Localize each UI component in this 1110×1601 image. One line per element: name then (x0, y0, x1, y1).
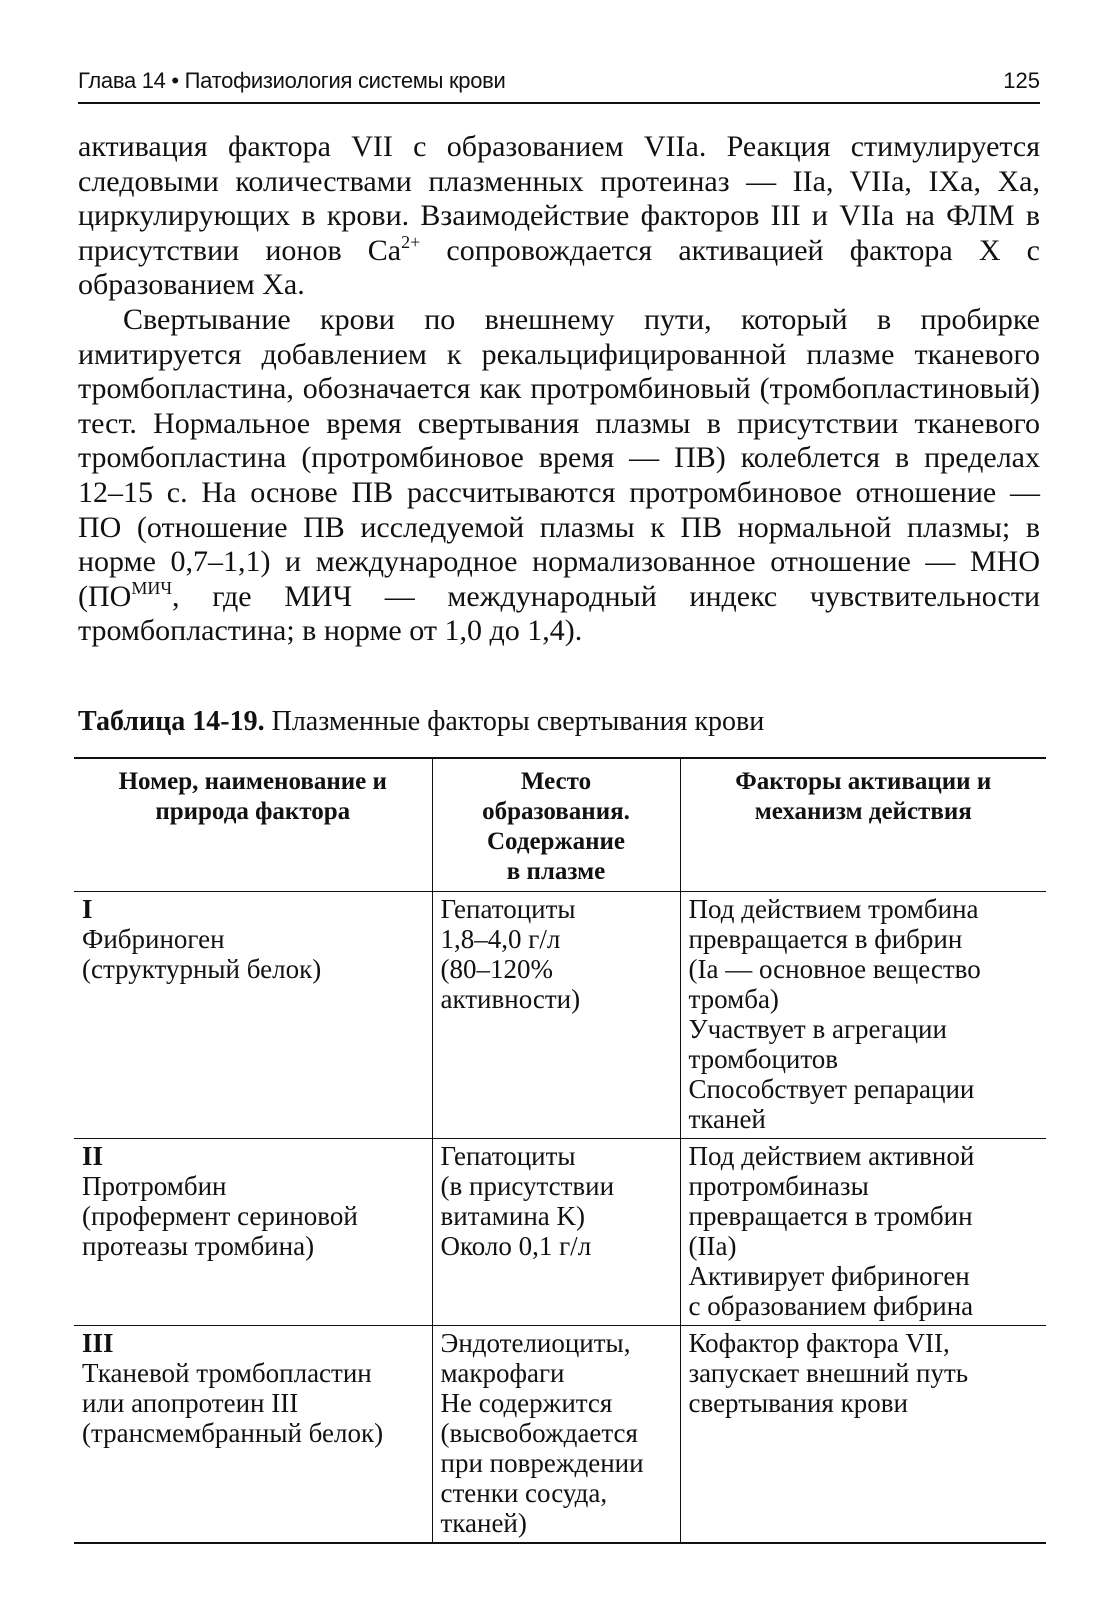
cell-line: стенки сосуда, (440, 1478, 608, 1508)
cell-line: (структурный белок) (82, 954, 322, 984)
factor-cell (74, 1326, 432, 1544)
table-row (74, 1139, 1046, 1326)
header-line: в плазме (506, 858, 606, 885)
action-cell (680, 1139, 1046, 1326)
factor-number: III (82, 1328, 114, 1358)
paragraph-1-text-a: активация фактора VII с образованием VIIa. Реакция стимулируется следовыми количествами плазменных протеиназ — IIa, VIIa, IXa, Xa, циркулирующих в крови. Взаимодействие факторов III и VIIa на ФЛМ в присутствии ионов Ca (78, 130, 1040, 267)
cell-line: макрофаги (440, 1358, 565, 1388)
table-caption-title: Плазменные факторы свертывания крови (264, 706, 765, 737)
coagulation-factors-table (74, 757, 1046, 1544)
cell-line: Около 0,1 г/л (440, 1231, 592, 1261)
factor-number: II (82, 1141, 104, 1171)
cell-line: тканей) (440, 1508, 527, 1538)
cell-line: с образованием фибрина (688, 1291, 974, 1321)
factor-cell (74, 892, 432, 1139)
cell-line: Под действием тромбина (688, 894, 979, 924)
cell-line: (IIa) (688, 1231, 737, 1261)
action-cell (680, 1326, 1046, 1544)
running-header (78, 62, 1040, 104)
table-row (74, 1326, 1046, 1544)
cell-line: запускает внешний путь (688, 1358, 969, 1388)
paragraph-1 (78, 130, 1040, 303)
body-text (78, 130, 1040, 649)
header-cell-place (432, 758, 680, 892)
action-cell (680, 892, 1046, 1139)
header-line: Место (520, 768, 592, 795)
cell-line: Гепатоциты (440, 894, 576, 924)
cell-line: Активирует фибриноген (688, 1261, 970, 1291)
cell-line: тромба) (688, 984, 779, 1014)
cell-line: (трансмембранный белок) (82, 1418, 384, 1448)
header-line: механизм действия (754, 798, 972, 825)
cell-line: Не содержится (440, 1388, 613, 1418)
cell-line: (Ia — основное вещество (688, 954, 981, 984)
cell-line: активности) (440, 984, 581, 1014)
header-line: природа фактора (155, 798, 351, 825)
cell-line: свертывания крови (688, 1388, 908, 1418)
cell-line: Способствует репарации (688, 1074, 975, 1104)
header-line: Содержание (486, 828, 625, 855)
cell-line: тромбоцитов (688, 1044, 839, 1074)
paragraph-2 (78, 303, 1040, 649)
header-cell-factor (74, 758, 432, 892)
place-cell (432, 1326, 680, 1544)
cell-line: тканей (688, 1104, 766, 1134)
cell-line: протромбиназы (688, 1171, 869, 1201)
page-number: 125 (1003, 68, 1040, 93)
table-header-row (74, 758, 1046, 892)
table-caption (78, 706, 1040, 738)
header-line: Факторы активации и (735, 768, 992, 795)
cell-line: Эндотелиоциты, (440, 1328, 631, 1358)
place-cell (432, 1139, 680, 1326)
cell-line: (80–120% (440, 954, 553, 984)
cell-line: (высвобождается (440, 1418, 638, 1448)
cell-line: Кофактор фактора VII, (688, 1328, 950, 1358)
chapter-title: Глава 14 • Патофизиология системы крови (78, 68, 506, 93)
cell-line: протеазы тромбина) (82, 1231, 315, 1261)
header-line: образования. (482, 798, 630, 825)
superscript-ca-charge: 2+ (401, 231, 421, 252)
factor-cell (74, 1139, 432, 1326)
table-caption-number: Таблица 14-19. (78, 706, 265, 737)
cell-line: превращается в фибрин (688, 924, 963, 954)
cell-line: Гепатоциты (440, 1141, 576, 1171)
cell-line: Фибриноген (82, 924, 225, 954)
paragraph-2-text-a: Свертывание крови по внешнему пути, который в пробирке имитируется добавлением к рекальцифицированной плазме тканевого тромбопластина, обозначается как протромбиновый (тромбопластиновый) тест. Нормальное время свертывания плазмы в присутствии тканевого тромбопластина (протромбиновое время — ПВ) колеблется в пределах 12–15 с. На основе ПВ рассчитываются протромбиновое отношение — ПО (отношение ПВ исследуемой плазмы к ПВ нормальной плазмы; в норме 0,7–1,1) и международное нормализованное отношение — МНО (ПО (78, 302, 1040, 613)
cell-line: или апопротеин III (82, 1388, 299, 1418)
place-cell (432, 892, 680, 1139)
cell-line: Участвует в агрегации (688, 1014, 947, 1044)
header-line: Номер, наименование и (118, 768, 387, 795)
cell-line: (профермент сериновой (82, 1201, 358, 1231)
cell-line: Протромбин (82, 1171, 227, 1201)
cell-line: 1,8–4,0 г/л (440, 924, 561, 954)
factor-number: I (82, 894, 93, 924)
cell-line: превращается в тромбин (688, 1201, 973, 1231)
cell-line: при повреждении (440, 1448, 644, 1478)
paragraph-2-text-b: , где МИЧ — международный индекс чувствительности тромбопластина; в норме от 1,0 до 1,4). (78, 579, 1040, 648)
header-cell-action (680, 758, 1046, 892)
paragraph-1-text-b: сопровождается активацией фактора X с образованием Xa. (78, 233, 1040, 302)
cell-line: Под действием активной (688, 1141, 975, 1171)
cell-line: витамина K) (440, 1201, 586, 1231)
table-row (74, 892, 1046, 1139)
cell-line: (в присутствии (440, 1171, 615, 1201)
superscript-mich: МИЧ (131, 577, 173, 598)
cell-line: Тканевой тромбопластин (82, 1358, 372, 1388)
